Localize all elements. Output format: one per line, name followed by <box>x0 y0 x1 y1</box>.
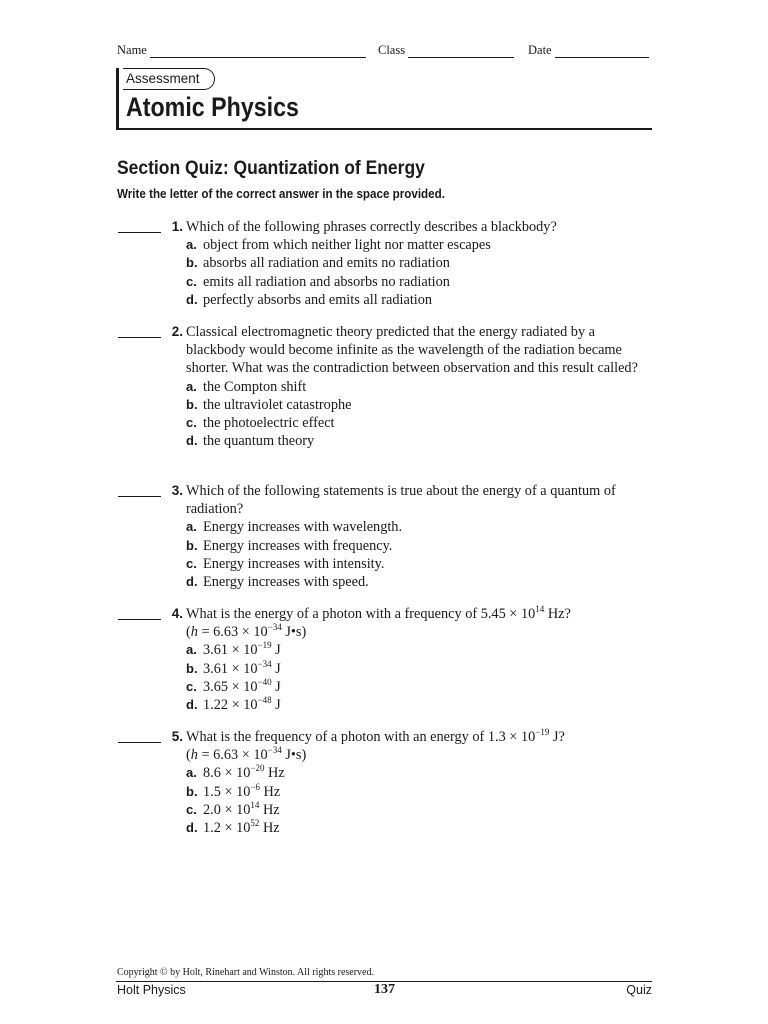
option-a: a. $3.61 \times 10^{-19}$ J <box>186 640 281 659</box>
planck-constant-given: ($h = 6.63 \times 10^{-34}$ J•s) <box>186 622 307 641</box>
date-field <box>528 43 649 58</box>
page-number: 137 <box>374 982 395 997</box>
section-title: Section Quiz: Quantization of Energy <box>117 158 425 179</box>
question-number: 2. <box>171 324 183 339</box>
name-label: Name <box>117 43 147 57</box>
document-type-label: Quiz <box>626 983 652 997</box>
publisher-label: Holt Physics <box>117 983 186 997</box>
option-b: b. absorbs all radiation and emits no radiation <box>186 255 450 272</box>
assessment-tag: Assessment <box>123 68 215 90</box>
title-block <box>116 68 652 130</box>
option-d: d. $1.2 \times 10^{52}$ Hz <box>186 818 280 837</box>
option-d: d. $1.22 \times 10^{-48}$ J <box>186 695 281 714</box>
question-stem: What is the energy of a photon with a frequency of $5.45 \times 10^{14}$ Hz? <box>186 604 571 622</box>
answer-blank[interactable] <box>118 496 161 497</box>
date-label: Date <box>528 43 552 57</box>
class-label: Class <box>378 43 406 57</box>
answer-blank[interactable] <box>118 742 161 743</box>
question-stem: Which of the following statements is true about the energy of a quantum of radiation? <box>186 483 616 518</box>
instructions: Write the letter of the correct answer in the space provided. <box>117 187 445 201</box>
option-a: a. Energy increases with wavelength. <box>186 519 403 536</box>
option-b: b. $1.5 \times 10^{-6}$ Hz <box>186 781 281 800</box>
option-d: d. Energy increases with speed. <box>186 574 369 591</box>
header-fields <box>117 43 652 61</box>
page-title: Atomic Physics <box>126 92 299 122</box>
question-stem: Which of the following phrases correctly describes a blackbody? <box>186 219 557 235</box>
option-a: a. the Compton shift <box>186 378 307 395</box>
answer-blank[interactable] <box>118 232 161 233</box>
page-footer <box>117 983 652 999</box>
option-c: c. emits all radiation and absorbs no radiation <box>186 273 450 290</box>
class-field <box>378 43 514 58</box>
option-c: c. $3.65 \times 10^{-40}$ J <box>186 677 281 695</box>
answer-blank[interactable] <box>118 337 161 338</box>
option-b: b. $3.61 \times 10^{-34}$ J <box>186 658 281 677</box>
option-d: d. perfectly absorbs and emits all radiation <box>186 291 433 308</box>
option-c: c. the photoelectric effect <box>186 415 335 432</box>
question-number: 3. <box>171 483 183 498</box>
class-line[interactable] <box>408 43 514 58</box>
title-horizontal-rule <box>116 128 652 130</box>
question-number: 5. <box>171 729 183 744</box>
option-c: c. Energy increases with intensity. <box>186 555 385 572</box>
option-b: b. Energy increases with frequency. <box>186 537 393 554</box>
option-a: a. object from which neither light nor matter escapes <box>186 237 491 254</box>
option-d: d. the quantum theory <box>186 433 315 450</box>
title-vertical-rule <box>116 68 119 130</box>
name-line[interactable] <box>150 43 366 58</box>
copyright-notice: Copyright © by Holt, Rinehart and Winston. All rights reserved. <box>117 967 374 978</box>
planck-constant-given: ($h = 6.63 \times 10^{-34}$ J•s) <box>186 745 307 764</box>
question-stem: What is the frequency of a photon with an energy of $1.3 \times 10^{-19}$ J? <box>186 727 565 745</box>
date-line[interactable] <box>555 43 649 58</box>
option-b: b. the ultraviolet catastrophe <box>186 396 352 413</box>
option-c: c. $2.0 \times 10^{14}$ Hz <box>186 800 280 818</box>
question-stem: Classical electromagnetic theory predicted that the energy radiated by a blackbody would become infinite as the wavelength of the radiation became shorter. What was the contradiction between observation and this result called? <box>186 324 638 377</box>
question-number: 4. <box>171 606 183 621</box>
question-number: 1. <box>171 219 183 234</box>
option-a: a. $8.6 \times 10^{-20}$ Hz <box>186 763 285 782</box>
answer-blank[interactable] <box>118 619 161 620</box>
name-field <box>117 43 366 58</box>
